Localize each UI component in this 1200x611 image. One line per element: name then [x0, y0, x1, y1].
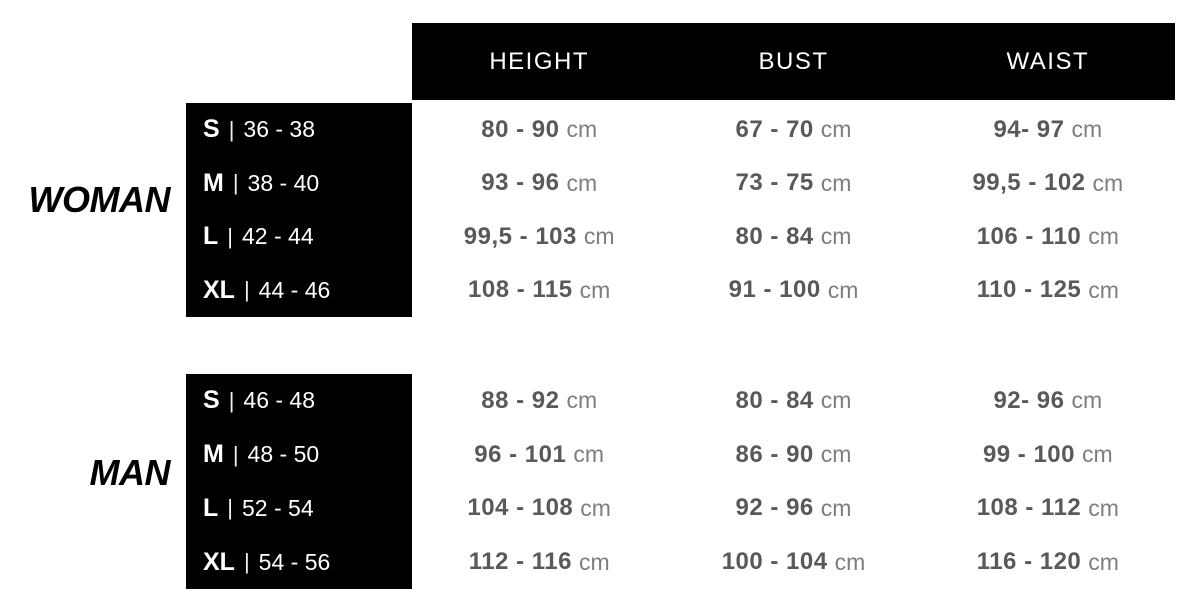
column-header-bust: BUST	[758, 47, 829, 75]
size-row	[186, 374, 412, 428]
measurement-value: 67 - 70	[735, 115, 814, 143]
measurement-cell	[412, 428, 666, 482]
measurement-cell	[666, 428, 920, 482]
measurement-value: 99,5 - 103	[463, 222, 577, 250]
measurement-value: 88 - 92	[481, 386, 560, 414]
measurement-unit: cm	[820, 116, 852, 143]
size-range: 46 - 48	[243, 387, 316, 414]
size-row	[186, 103, 412, 157]
woman-size-column	[186, 103, 412, 317]
measurement-value: 106 - 110	[976, 222, 1082, 250]
measurement-cell	[921, 210, 1175, 264]
measurement-cell	[921, 103, 1175, 157]
column-header-waist: WAIST	[1006, 47, 1090, 75]
size-row	[186, 482, 412, 536]
measurement-unit: cm	[1071, 116, 1103, 143]
measurement-cell	[666, 157, 920, 211]
size-separator: |	[232, 441, 239, 467]
measurement-unit: cm	[580, 494, 611, 521]
measurement-cell	[921, 374, 1175, 428]
measurement-value: 86 - 90	[735, 440, 814, 468]
size-separator: |	[232, 170, 239, 196]
measurement-cell	[666, 482, 920, 536]
measurement-unit: cm	[1088, 494, 1119, 521]
measurement-cell	[412, 374, 666, 428]
size-abbr: S	[203, 115, 220, 144]
measurement-unit: cm	[583, 223, 615, 250]
measurement-unit: cm	[1088, 548, 1119, 575]
size-separator: |	[227, 495, 233, 521]
gender-label-woman: WOMAN	[28, 179, 170, 220]
measurement-unit: cm	[820, 441, 852, 468]
size-abbr: M	[203, 168, 224, 197]
measurement-cell	[921, 264, 1175, 318]
man-size-column	[186, 374, 412, 589]
measurement-unit: cm	[573, 441, 605, 468]
measurement-value: 104 - 108	[467, 494, 574, 522]
measurement-unit: cm	[566, 169, 598, 196]
measurement-cell	[921, 157, 1175, 211]
measurement-value: 96 - 101	[474, 440, 567, 468]
measurement-cell	[666, 103, 920, 157]
measurement-value: 91 - 100	[728, 276, 821, 304]
measurement-value: 108 - 115	[468, 276, 573, 304]
size-row	[186, 157, 412, 211]
size-separator: |	[228, 387, 235, 413]
measurement-unit: cm	[1092, 169, 1124, 196]
measurement-unit: cm	[820, 223, 852, 250]
measurement-cell	[921, 428, 1175, 482]
measurement-value: 99,5 - 102	[972, 169, 1086, 197]
size-range: 44 - 46	[258, 276, 331, 303]
size-row	[186, 264, 412, 318]
measurement-cell	[921, 535, 1175, 589]
measurement-value: 100 - 104	[721, 548, 828, 576]
measurement-cell	[666, 535, 920, 589]
woman-measurements	[412, 103, 1175, 317]
measurement-value: 80 - 84	[735, 386, 814, 414]
size-abbr: L	[203, 222, 219, 251]
measurement-cell	[921, 482, 1175, 536]
size-abbr: XL	[203, 547, 235, 576]
measurement-value: 99 - 100	[982, 440, 1076, 468]
measurement-cell	[412, 210, 666, 264]
measurement-cell	[666, 264, 920, 318]
measurement-unit: cm	[820, 494, 852, 521]
measurement-cell	[412, 264, 666, 318]
measurement-unit: cm	[579, 276, 611, 303]
gender-label-man: MAN	[89, 452, 170, 493]
table-header-bar	[412, 23, 1175, 100]
measurement-value: 112 - 116	[468, 548, 572, 576]
size-range: 54 - 56	[258, 548, 331, 575]
size-separator: |	[243, 277, 250, 303]
size-range: 48 - 50	[247, 441, 320, 468]
measurement-value: 93 - 96	[481, 169, 560, 197]
size-abbr: L	[203, 493, 219, 522]
measurement-value: 110 - 125	[976, 276, 1082, 304]
size-separator: |	[243, 549, 250, 575]
size-range: 36 - 38	[243, 116, 316, 143]
size-range: 42 - 44	[242, 223, 314, 250]
measurement-unit: cm	[566, 116, 598, 143]
measurement-value: 92- 96	[993, 386, 1065, 414]
measurement-unit: cm	[1082, 441, 1113, 468]
measurement-cell	[412, 535, 666, 589]
measurement-cell	[412, 103, 666, 157]
man-measurements	[412, 374, 1175, 589]
measurement-cell	[412, 482, 666, 536]
measurement-unit: cm	[820, 169, 852, 196]
measurement-value: 108 - 112	[976, 494, 1082, 522]
measurement-value: 94- 97	[993, 115, 1065, 143]
measurement-value: 92 - 96	[735, 494, 814, 522]
size-range: 38 - 40	[247, 169, 320, 196]
measurement-value: 80 - 90	[481, 115, 560, 143]
size-abbr: S	[203, 386, 220, 415]
measurement-value: 116 - 120	[976, 548, 1082, 576]
measurement-unit: cm	[820, 387, 852, 414]
measurement-unit: cm	[566, 387, 598, 414]
measurement-cell	[412, 157, 666, 211]
measurement-unit: cm	[1088, 276, 1119, 303]
measurement-cell	[666, 210, 920, 264]
size-row	[186, 210, 412, 264]
size-abbr: M	[203, 440, 224, 469]
measurement-unit: cm	[1071, 387, 1103, 414]
measurement-unit: cm	[827, 276, 859, 303]
size-row	[186, 428, 412, 482]
measurement-unit: cm	[1088, 223, 1119, 250]
measurement-unit: cm	[834, 548, 866, 575]
measurement-unit: cm	[578, 548, 610, 575]
size-row	[186, 535, 412, 589]
column-header-height: HEIGHT	[489, 47, 589, 75]
size-abbr: XL	[203, 275, 235, 304]
size-separator: |	[228, 116, 235, 142]
measurement-value: 73 - 75	[735, 169, 814, 197]
measurement-value: 80 - 84	[735, 222, 814, 250]
size-separator: |	[227, 223, 233, 249]
measurement-cell	[666, 374, 920, 428]
size-range: 52 - 54	[242, 494, 314, 521]
